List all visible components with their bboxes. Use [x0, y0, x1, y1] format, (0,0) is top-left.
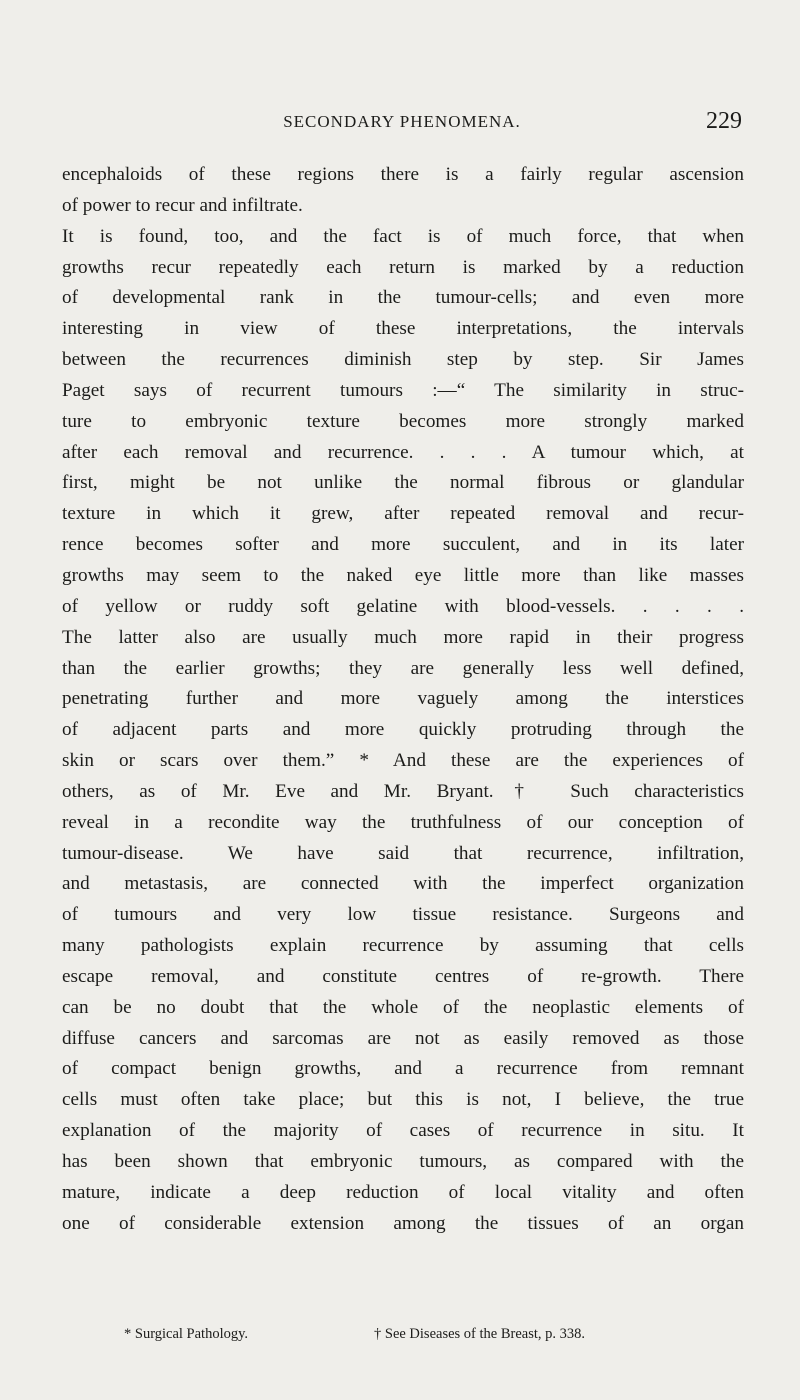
footnote-star: * Surgical Pathology.: [124, 1326, 249, 1342]
text-line: reveal in a recondite way the truthfulness of our conception of: [62, 811, 744, 833]
text-line: explanation of the majority of cases of recurrence in situ. It: [62, 1120, 744, 1142]
text-line: The latter also are usually much more rapid in their progress: [62, 626, 744, 648]
text-line: interesting in view of these interpretations, the intervals: [62, 318, 744, 340]
text-line: of power to recur and infiltrate.: [62, 194, 303, 216]
text-line: escape removal, and constitute centres of re-growth. There: [62, 965, 744, 987]
text-line: first, might be not unlike the normal fibrous or glandular: [62, 472, 744, 494]
text-line: growths may seem to the naked eye little more than like masses: [62, 564, 744, 586]
text-line: skin or scars over them.” * And these are the experiences of: [62, 750, 744, 772]
footnote-dagger: † See Diseases of the Breast, p. 338.: [374, 1326, 586, 1342]
text-line: one of considerable extension among the tissues of an organ: [62, 1212, 744, 1234]
text-line: between the recurrences diminish step by step. Sir James: [62, 349, 744, 371]
text-line: of developmental rank in the tumour-cells; and even more: [62, 287, 744, 309]
text-line: after each removal and recurrence. . . . A tumour which, at: [62, 441, 744, 463]
footnotes: [124, 1326, 764, 1350]
text-line: than the earlier growths; they are generally less well defined,: [62, 657, 744, 679]
text-line: ture to embryonic texture becomes more strongly marked: [62, 410, 744, 432]
text-line: rence becomes softer and more succulent, and in its later: [62, 534, 744, 556]
text-line: and metastasis, are connected with the imperfect organization: [62, 873, 744, 895]
text-line: of yellow or ruddy soft gelatine with blood-vessels. . . . .: [62, 595, 744, 617]
text-line: of tumours and very low tissue resistance. Surgeons and: [62, 904, 744, 926]
text-line: encephaloids of these regions there is a fairly regular ascension: [62, 164, 744, 185]
running-head: [62, 108, 742, 138]
text-line: has been shown that embryonic tumours, as compared with the: [62, 1151, 744, 1172]
text-line: diffuse cancers and sarcomas are not as easily removed as those: [62, 1027, 744, 1049]
text-line: others, as of Mr. Eve and Mr. Bryant.† Such characteristics: [62, 780, 744, 802]
text-line: texture in which it grew, after repeated removal and recur-: [62, 503, 744, 525]
text-line: can be no doubt that the whole of the neoplastic elements of: [62, 996, 744, 1018]
page-number: 229: [706, 108, 742, 134]
text-line: penetrating further and more vaguely among the interstices: [62, 688, 744, 710]
text-line: It is found, too, and the fact is of much force, that when: [62, 225, 744, 247]
text-line: cells must often take place; but this is not, I believe, the true: [62, 1089, 744, 1111]
body-text: [62, 160, 744, 1240]
text-line: growths recur repeatedly each return is marked by a reduction: [62, 256, 744, 278]
text-line: many pathologists explain recurrence by assuming that cells: [62, 935, 744, 957]
text-line: of adjacent parts and more quickly protruding through the: [62, 719, 744, 741]
text-line: mature, indicate a deep reduction of local vitality and often: [62, 1181, 744, 1203]
text-line: tumour-disease. We have said that recurrence, infiltration,: [62, 842, 744, 864]
text-line: Paget says of recurrent tumours :—“ The similarity in struc-: [62, 379, 744, 401]
running-title: SECONDARY PHENOMENA.: [283, 112, 521, 131]
text-line: of compact benign growths, and a recurrence from remnant: [62, 1058, 744, 1080]
